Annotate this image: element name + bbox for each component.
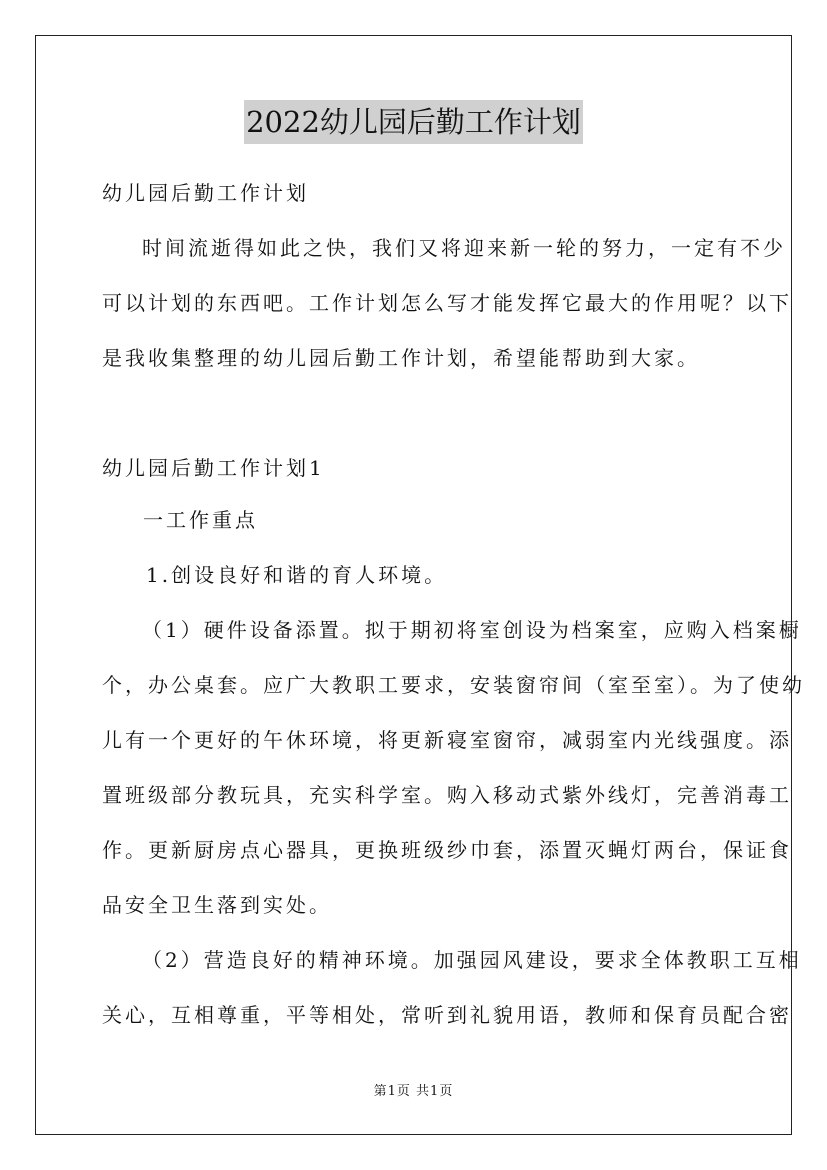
document-title: 2022幼儿园后勤工作计划 (244, 100, 583, 144)
paragraph-1-line-2: 个，办公桌套。应广大教职工要求，安装窗帘间（室至室）。为了使幼 (102, 673, 805, 697)
paragraph-1-line-4: 置班级部分教玩具，充实科学室。购入移动式紫外线灯，完善消毒工 (102, 783, 792, 807)
intro-line-2: 可以计划的东西吧。工作计划怎么写才能发挥它最大的作用呢？以下 (102, 291, 792, 315)
section-heading: 幼儿园后勤工作计划1 (102, 456, 325, 480)
paragraph-1-line-5: 作。更新厨房点心器具，更换班级纱巾套，添置灭蝇灯两台，保证食 (102, 838, 792, 862)
item-heading: 1.创设良好和谐的育人环境。 (146, 563, 448, 587)
intro-line-3: 是我收集整理的幼儿园后勤工作计划，希望能帮助到大家。 (102, 346, 700, 370)
document-subtitle: 幼儿园后勤工作计划 (102, 181, 309, 205)
point-heading: 一工作重点 (143, 508, 258, 532)
paragraph-1-line-3: 儿有一个更好的午休环境，将更新寝室窗帘，减弱室内光线强度。添 (102, 728, 792, 752)
paragraph-2-line-2: 关心，互相尊重，平等相处，常听到礼貌用语，教师和保育员配合密 (102, 1003, 792, 1027)
intro-line-1: 时间流逝得如此之快，我们又将迎来新一轮的努力，一定有不少 (142, 236, 786, 260)
paragraph-1-line-1: （1）硬件设备添置。拟于期初将室创设为档案室，应购入档案橱 (142, 618, 802, 642)
paragraph-1-line-6: 品安全卫生落到实处。 (102, 893, 332, 917)
paragraph-2-line-1: （2）营造良好的精神环境。加强园风建设，要求全体教职工互相 (142, 948, 802, 972)
page-number-footer: 第1页 共1页 (373, 1084, 454, 1099)
title-container (0, 100, 827, 144)
